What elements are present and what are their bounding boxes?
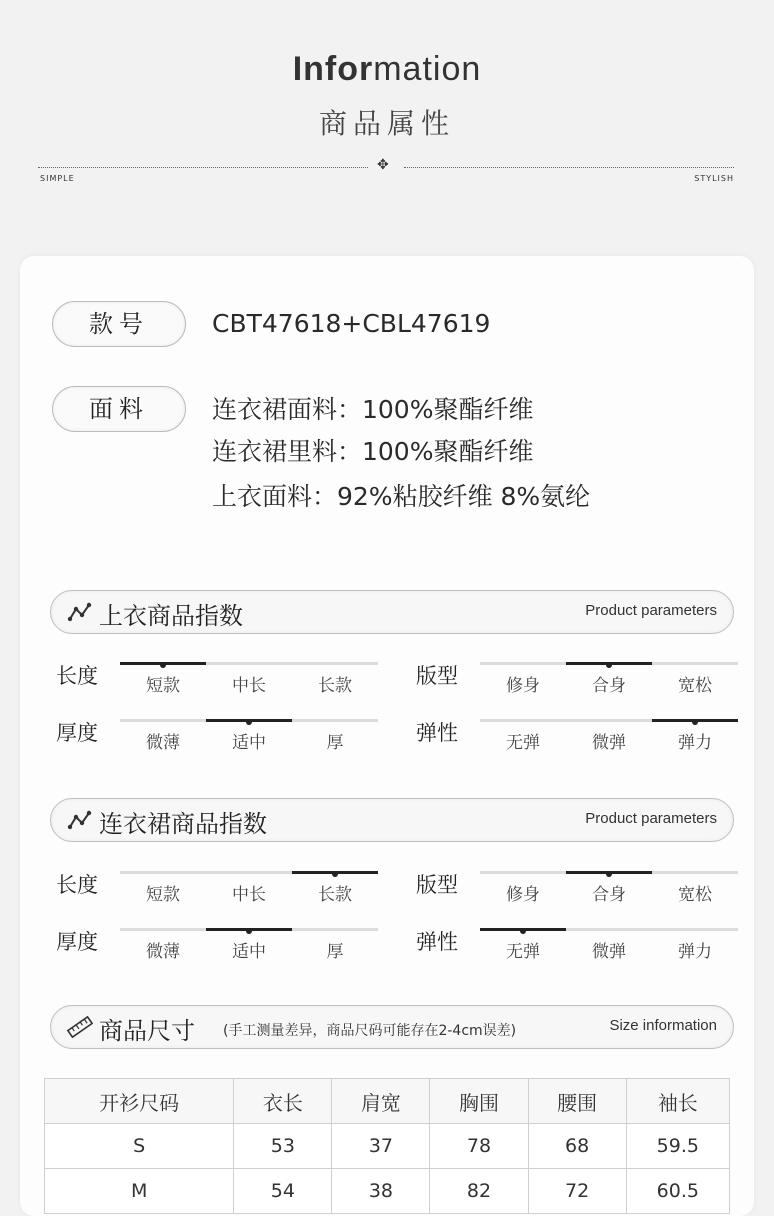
table-cell: 54 — [234, 1169, 332, 1214]
param-option: 宽松 — [678, 676, 712, 696]
divider-left — [38, 167, 368, 168]
param-option: 宽松 — [678, 885, 712, 905]
param-indicator-selected — [566, 871, 652, 874]
fabric-line: 上衣面料：92%粘胶纤维 8%氨纶 — [212, 482, 591, 511]
param-indicator-selected — [480, 928, 566, 931]
param-indicator-selected — [292, 871, 378, 874]
param-segment — [480, 871, 566, 874]
size-english: Size information — [609, 1017, 717, 1034]
section-title: 上衣商品指数 — [99, 602, 243, 630]
param-option: 适中 — [232, 942, 266, 962]
param-option: 微弹 — [592, 942, 626, 962]
param-option: 短款 — [146, 676, 180, 696]
param-label: 弹性 — [416, 930, 458, 954]
param-option: 合身 — [592, 676, 626, 696]
param-segment — [292, 928, 378, 931]
param-label: 版型 — [416, 664, 458, 688]
line-chart-icon — [67, 809, 93, 831]
param-option: 无弹 — [506, 942, 540, 962]
table-cell: 82 — [430, 1169, 528, 1214]
param-label: 弹性 — [416, 721, 458, 745]
param-option: 修身 — [506, 676, 540, 696]
fabric-line: 连衣裙面料：100%聚酯纤维 — [212, 395, 534, 424]
column-header: 开衫尺码 — [45, 1079, 234, 1124]
param-segment — [566, 928, 652, 931]
table-cell: M — [45, 1169, 234, 1214]
size-title: 商品尺寸 — [99, 1017, 195, 1045]
param-option: 中长 — [232, 885, 266, 905]
param-indicator-selected — [120, 662, 206, 665]
param-segment — [120, 719, 206, 722]
param-segment — [292, 719, 378, 722]
line-chart-icon — [67, 601, 93, 623]
section-title: 连衣裙商品指数 — [99, 810, 267, 838]
param-segment — [652, 662, 738, 665]
simple-label: SIMPLE — [40, 174, 75, 183]
table-cell: 38 — [332, 1169, 430, 1214]
column-header: 胸围 — [430, 1079, 528, 1124]
param-segment — [652, 928, 738, 931]
param-option: 长款 — [318, 885, 352, 905]
param-segment — [206, 871, 292, 874]
table-cell: 60.5 — [626, 1169, 729, 1214]
param-segment — [120, 928, 206, 931]
style-number-label: 款号 — [52, 301, 186, 347]
param-option: 弹力 — [678, 942, 712, 962]
column-header: 肩宽 — [332, 1079, 430, 1124]
column-header: 衣长 — [234, 1079, 332, 1124]
fabric-line: 连衣裙里料：100%聚酯纤维 — [212, 437, 534, 466]
column-header: 袖长 — [626, 1079, 729, 1124]
param-option: 微薄 — [146, 733, 180, 753]
param-segment — [292, 662, 378, 665]
param-option: 合身 — [592, 885, 626, 905]
table-cell: 78 — [430, 1124, 528, 1169]
size-note: (手工测量差异，商品尺码可能存在2-4cm误差) — [223, 1023, 517, 1039]
param-indicator-selected — [206, 928, 292, 931]
param-indicator-selected — [566, 662, 652, 665]
param-label: 长度 — [56, 664, 98, 688]
ruler-icon — [67, 1016, 93, 1038]
style-number-value: CBT47618+CBL47619 — [212, 309, 491, 338]
param-option: 无弹 — [506, 733, 540, 753]
param-option: 长款 — [318, 676, 352, 696]
fabric-label: 面料 — [52, 386, 186, 432]
table-row — [45, 1124, 730, 1169]
param-option: 中长 — [232, 676, 266, 696]
param-option: 短款 — [146, 885, 180, 905]
param-segment — [480, 662, 566, 665]
table-cell: 59.5 — [626, 1124, 729, 1169]
section-bar-size — [50, 1005, 734, 1049]
stylish-label: STYLISH — [694, 174, 734, 183]
divider-right — [404, 167, 734, 168]
param-label: 长度 — [56, 873, 98, 897]
param-segment — [652, 871, 738, 874]
param-option: 适中 — [232, 733, 266, 753]
section-bar-top-params — [50, 590, 734, 634]
param-segment — [566, 719, 652, 722]
page-header — [0, 0, 774, 250]
table-cell: 68 — [528, 1124, 626, 1169]
four-way-cross-icon: ✥ — [377, 157, 389, 173]
param-option: 弹力 — [678, 733, 712, 753]
section-english: Product parameters — [585, 810, 717, 827]
param-label: 厚度 — [56, 721, 98, 745]
table-cell: 72 — [528, 1169, 626, 1214]
param-option: 厚 — [326, 733, 344, 753]
param-indicator-selected — [652, 719, 738, 722]
param-option: 修身 — [506, 885, 540, 905]
param-option: 厚 — [326, 942, 344, 962]
param-option: 微弹 — [592, 733, 626, 753]
param-label: 厚度 — [56, 930, 98, 954]
param-segment — [480, 719, 566, 722]
param-indicator-selected — [206, 719, 292, 722]
title-english: Information — [292, 50, 482, 88]
section-english: Product parameters — [585, 602, 717, 619]
table-cell: S — [45, 1124, 234, 1169]
table-cell: 53 — [234, 1124, 332, 1169]
table-cell: 37 — [332, 1124, 430, 1169]
param-option: 微薄 — [146, 942, 180, 962]
size-table — [44, 1078, 730, 1214]
section-bar-dress-params — [50, 798, 734, 842]
table-header-row — [45, 1079, 730, 1124]
param-segment — [120, 871, 206, 874]
title-chinese: 商品属性 — [318, 107, 455, 140]
param-label: 版型 — [416, 873, 458, 897]
table-row — [45, 1169, 730, 1214]
param-segment — [206, 662, 292, 665]
column-header: 腰围 — [528, 1079, 626, 1124]
